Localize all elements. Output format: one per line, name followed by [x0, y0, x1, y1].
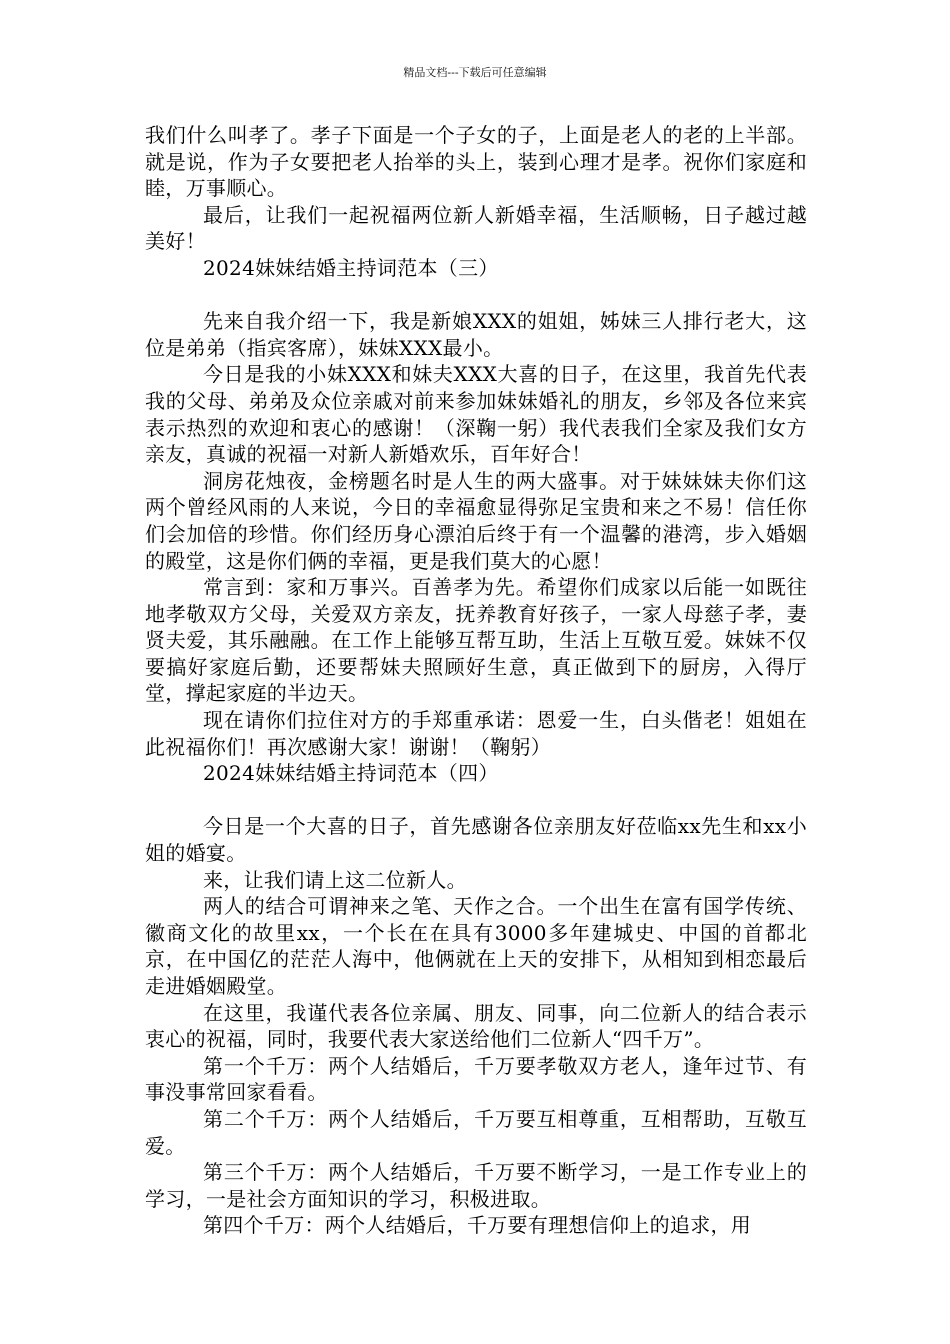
- paragraph: 今日是一个大喜的日子，首先感谢各位亲朋友好莅临xx先生和xx小姐的婚宴。: [145, 814, 807, 866]
- paragraph: 常言到：家和万事兴。百善孝为先。希望你们成家以后能一如既往地孝敬双方父母，关爱双方亲友，抚养教育好孩子，一家人母慈子孝，妻贤夫爱，其乐融融。在工作上能够互帮互助，生活上互敬互爱。妹妹不仅要搞好家庭后勤，还要帮妹夫照顾好生意，真正做到下的厨房，入得厅堂，撑起家庭的半边天。: [145, 575, 807, 706]
- paragraph: 洞房花烛夜，金榜题名时是人生的两大盛事。对于妹妹妹夫你们这两个曾经风雨的人来说，今日的幸福愈显得弥足宝贵和来之不易！信任你们会加倍的珍惜。你们经历身心漂泊后终于有一个温馨的港湾，步入婚姻的殿堂，这是你们俩的幸福，更是我们莫大的心愿！: [145, 468, 807, 573]
- paragraph: 今日是我的小妹XXX和妹夫XXX大喜的日子，在这里，我首先代表我的父母、弟弟及众位亲戚对前来参加妹妹婚礼的朋友，乡邻及各位来宾表示热烈的欢迎和衷心的感谢！（深鞠一躬）我代表我们全家及我们女方亲友，真诚的祝福一对新人新婚欢乐，百年好合！: [145, 362, 807, 467]
- paragraph: 先来自我介绍一下，我是新娘XXX的姐姐，姊妹三人排行老大，这位是弟弟（指宾客席），妹妹XXX最小。: [145, 309, 807, 360]
- page-header: 精品文档---下载后可任意编辑: [403, 66, 547, 79]
- paragraph: 第三个千万：两个人结婚后，千万要不断学习，一是工作专业上的学习，一是社会方面知识的学习，积极进取。: [145, 1160, 807, 1211]
- section-heading: 2024妹妹结婚主持词范本（四）: [203, 761, 499, 786]
- paragraph: 第二个千万：两个人结婚后，千万要互相尊重，互相帮助，互敬互爱。: [145, 1106, 807, 1158]
- section-heading: 2024妹妹结婚主持词范本（三）: [203, 255, 499, 280]
- document-body: [145, 122, 807, 1239]
- paragraph: 在这里，我谨代表各位亲属、朋友、同事，向二位新人的结合表示衷心的祝福，同时，我要代表大家送给他们二位新人“四千万”。: [145, 1000, 807, 1052]
- paragraph: 现在请你们拉住对方的手郑重承诺：恩爱一生，白头偕老！姐姐在此祝福你们！再次感谢大家！谢谢！（鞠躬）: [145, 708, 807, 759]
- paragraph: 我们什么叫孝了。孝子下面是一个子女的子，上面是老人的老的上半部。就是说，作为子女要把老人抬举的头上，装到心理才是孝。祝你们家庭和睦，万事顺心。: [145, 123, 807, 201]
- paragraph: 来，让我们请上这二位新人。: [203, 867, 467, 892]
- paragraph: 第一个千万：两个人结婚后，千万要孝敬双方老人，逢年过节、有事没事常回家看看。: [145, 1053, 807, 1105]
- paragraph: 两人的结合可谓神来之笔、天作之合。一个出生在富有国学传统、徽商文化的故里xx，一个长在在具有3000多年建城史、中国的首都北京，在中国亿的茫茫人海中，他俩就在上天的安排下，从相知到相恋最后走进婚姻殿堂。: [145, 894, 807, 998]
- paragraph: 最后，让我们一起祝福两位新人新婚幸福，生活顺畅，日子越过越美好！: [145, 202, 807, 254]
- paragraph: 第四个千万：两个人结婚后，千万要有理想信仰上的追求，用: [203, 1213, 752, 1238]
